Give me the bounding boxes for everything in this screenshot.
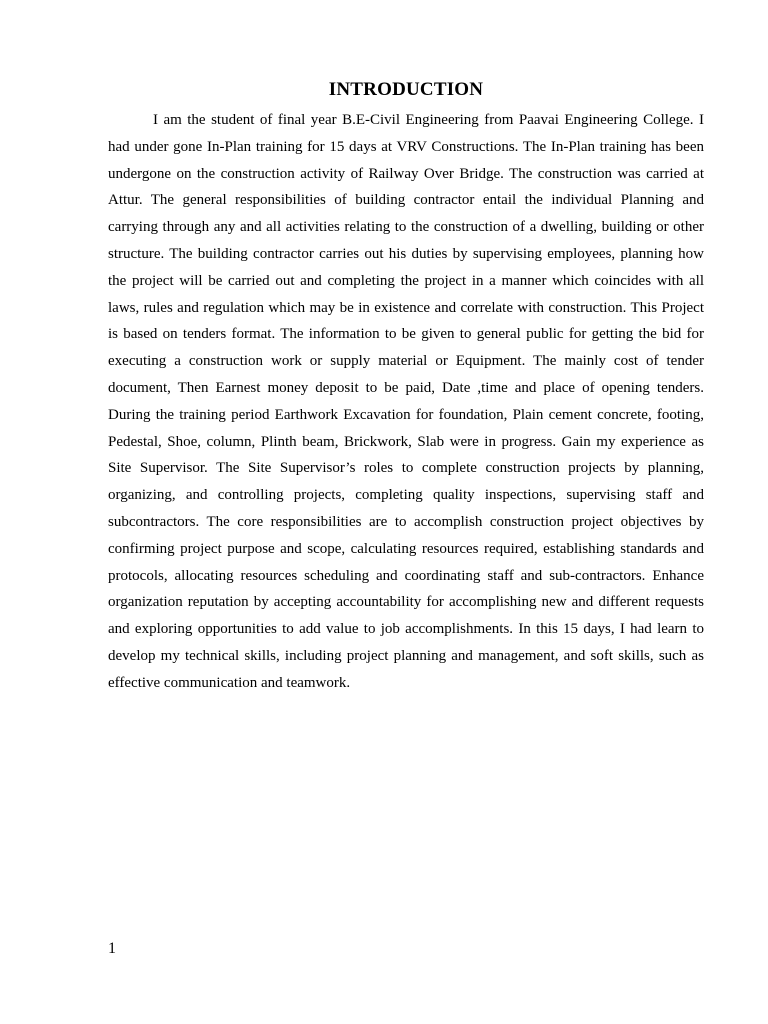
page-title: INTRODUCTION [328,78,484,100]
introduction-paragraph: I am the student of final year B.E-Civil Engineering from Paavai Engineering College. I had under gone In-Plan training for 15 days at VRV Constructions. The In-Plan training has been undergone on the construction activity of Railway Over Bridge. The construction was carried at Attur. The general responsibilities of building contractor entail the individual Planning and carrying through any and all activities relating to the construction of a dwelling, building or other structure. The building contractor carries out his duties by supervising employees, planning how the project will be carried out and completing the project in a manner which coincides with all laws, rules and regulation which may be in existence and correlate with construction. This Project is based on tenders format. The information to be given to general public for getting the bid for executing a construction work or supply material or Equipment. The mainly cost of tender document, Then Earnest money deposit to be paid, Date ,time and place of opening tenders. During the training period Earthwork Excavation for foundation, Plain cement concrete, footing, Pedestal, Shoe, column, Plinth beam, Brickwork, Slab were in progress. Gain my experience as Site Supervisor. The Site Supervisor’s roles to complete construction projects by planning, organizing, and controlling projects, completing quality inspections, supervising staff and subcontractors. The core responsibilities are to accomplish construction project objectives by confirming project purpose and scope, calculating resources required, establishing standards and protocols, allocating resources scheduling and coordinating staff and sub-contractors. Enhance organization reputation by accepting accountability for accomplishing new and different requests and exploring opportunities to add value to job accomplishments. In this 15 days, I had learn to develop my technical skills, including project planning and management, and soft skills, such as effective communication and teamwork. [108,112,704,691]
page-number: 1 [108,940,116,957]
